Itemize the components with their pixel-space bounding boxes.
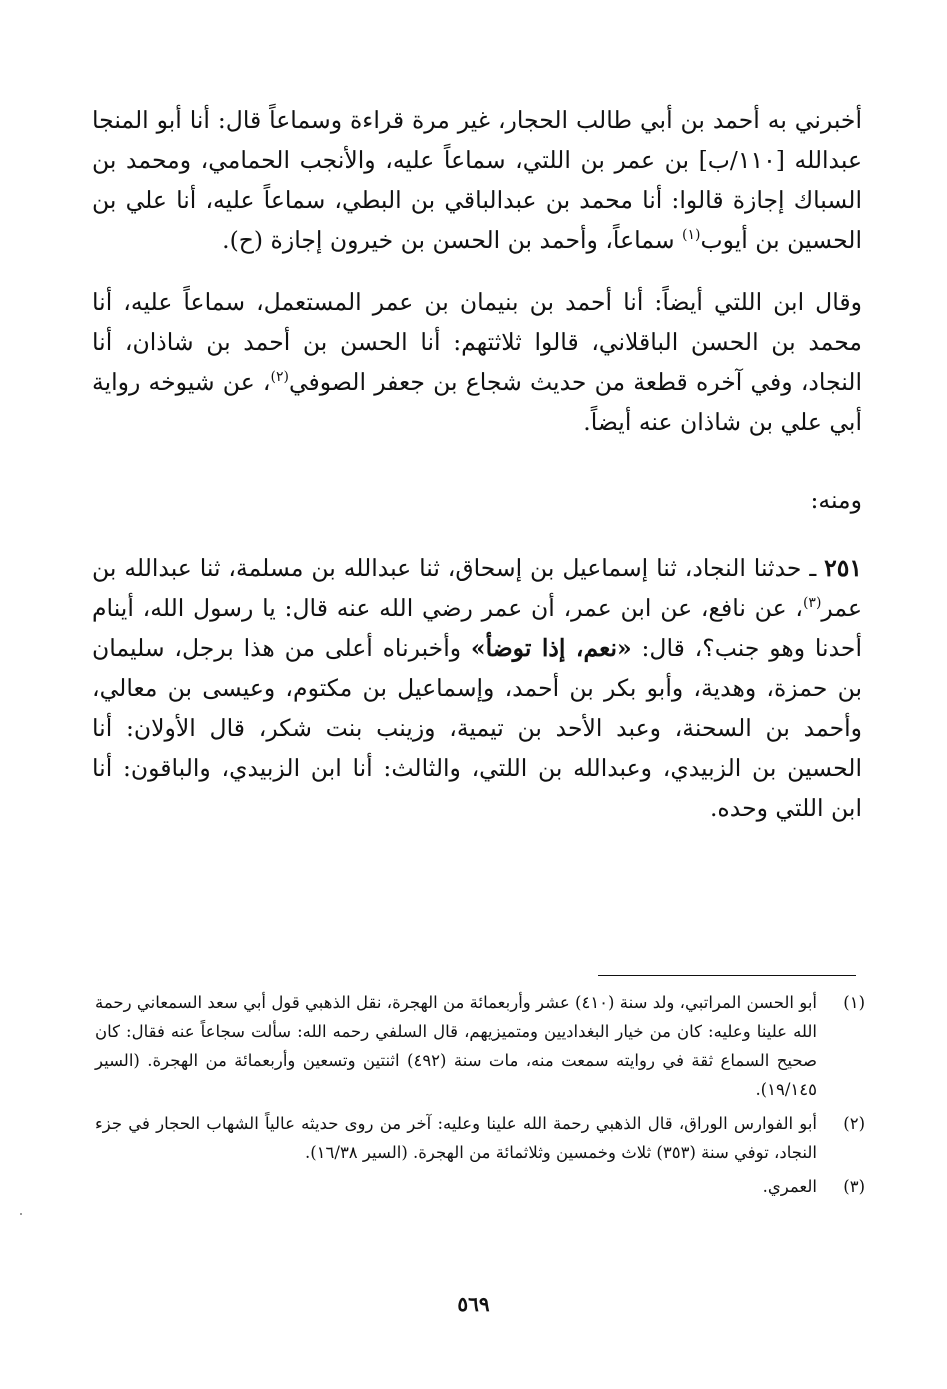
page-number: ٥٦٩ <box>457 1292 490 1316</box>
paragraph-2-text-a: وقال ابن اللتي أيضاً: أنا أحمد بن بنيمان بن عمر المستعمل، سماعاً عليه، أنا محمد بن الحسن الباقلاني، قالوا ثلاثتهم: أنا الحسن بن أحمد بن شاذان، أنا النجاد، وفي آخره قطعة من حديث شجاع بن جعفر الصوفي <box>92 288 862 396</box>
footnote-separator <box>598 975 856 976</box>
footnote-text: أبو الحسن المراتبي، ولد سنة (٤١٠) عشر وأربعمائة من الهجرة، نقل الذهبي قول أبي سعد السمعاني رحمة الله علينا وعليه: كان من خيار البغداديين ومتميزيهم، قال السلفي رحمه الله: سألت سجاعاً عنه فقال: كان صحيح السماع ثقة في روايته سمعت منه، مات سنة (٤٩٢) اثنتين وتسعين وأربعمائة من الهجرة. (السير ١٩/١٤٥). <box>95 993 817 1099</box>
footnote-number: (٣) <box>843 1177 865 1196</box>
paragraph-2 <box>92 282 862 442</box>
hadith-text-a: ـ حدثنا النجاد، ثنا إسماعيل بن إسحاق، ثنا عبدالله بن مسلمة، ثنا عبدالله بن عمر <box>92 554 862 622</box>
footnote-text: أبو الفوارس الوراق، قال الذهبي رحمة الله علينا وعليه: آخر من روى حديثه عالياً الشهاب الحجار في جزء النجاد، توفي سنة (٣٥٣) ثلاث وخمسين وثلاثمائة من الهجرة. (السير ١٦/٣٨). <box>95 1114 817 1162</box>
paragraph-1-text-a: أخبرني به أحمد بن أبي طالب الحجار، غير مرة قراءة وسماعاً قال: أنا أبو المنجا عبدالله [١١٠/ب] بن عمر بن اللتي، سماعاً عليه، والأنجب الحمامي، ومحمد بن السباك إجازة قالوا: أنا محمد بن عبدالباقي بن البطي، سماعاً عليه، أنا علي بن الحسين بن أيوب <box>92 106 863 254</box>
scan-speck <box>20 1213 22 1215</box>
paragraph-1-text-b: سماعاً، وأحمد بن الحسن بن خيرون إجازة (ح). <box>222 226 683 254</box>
footnote-ref-1[interactable]: (١) <box>682 227 701 244</box>
paragraph-1 <box>92 100 862 260</box>
hadith-paragraph <box>92 548 862 828</box>
hadith-text-b: ، عن نافع، عن ابن عمر، أن عمر رضي الله عنه قال: يا رسول الله، أينام أحدنا وهو جنب؟، قال: <box>92 594 862 662</box>
footnotes <box>95 988 865 1206</box>
footnote-ref-3[interactable]: (٣) <box>802 595 822 612</box>
footnote-1 <box>95 988 865 1104</box>
hadith-quote: «نعم، إذا توضأ» <box>470 634 632 662</box>
footnote-number: (١) <box>843 993 865 1012</box>
footnote-2 <box>95 1109 865 1167</box>
footnote-ref-2[interactable]: (٢) <box>270 369 289 386</box>
paragraph-3-label: ومنه: <box>810 486 862 514</box>
hadith-number: ٢٥١ <box>824 554 862 582</box>
footnote-3 <box>95 1172 865 1201</box>
footnote-text: العمري. <box>762 1177 817 1196</box>
main-text <box>92 100 862 828</box>
footnote-number: (٢) <box>843 1114 865 1133</box>
paragraph-2-text-b: ، عن شيوخه رواية أبي علي بن شاذان عنه أيضاً. <box>92 368 862 436</box>
hadith-text-c: وأخبرناه أعلى من هذا برجل، سليمان بن حمزة، وهدية، وأبو بكر بن أحمد، وإسماعيل بن مكتوم، وعيسى بن معالي، وأحمد بن السحنة، وعبد الأحد بن تيمية، وزينب بنت شكر، قال الأولان: أنا الحسين بن الزبيدي، وعبدالله بن اللتي، والثالث: أنا ابن الزبيدي، والباقون: أنا ابن اللتي وحده. <box>92 634 862 822</box>
